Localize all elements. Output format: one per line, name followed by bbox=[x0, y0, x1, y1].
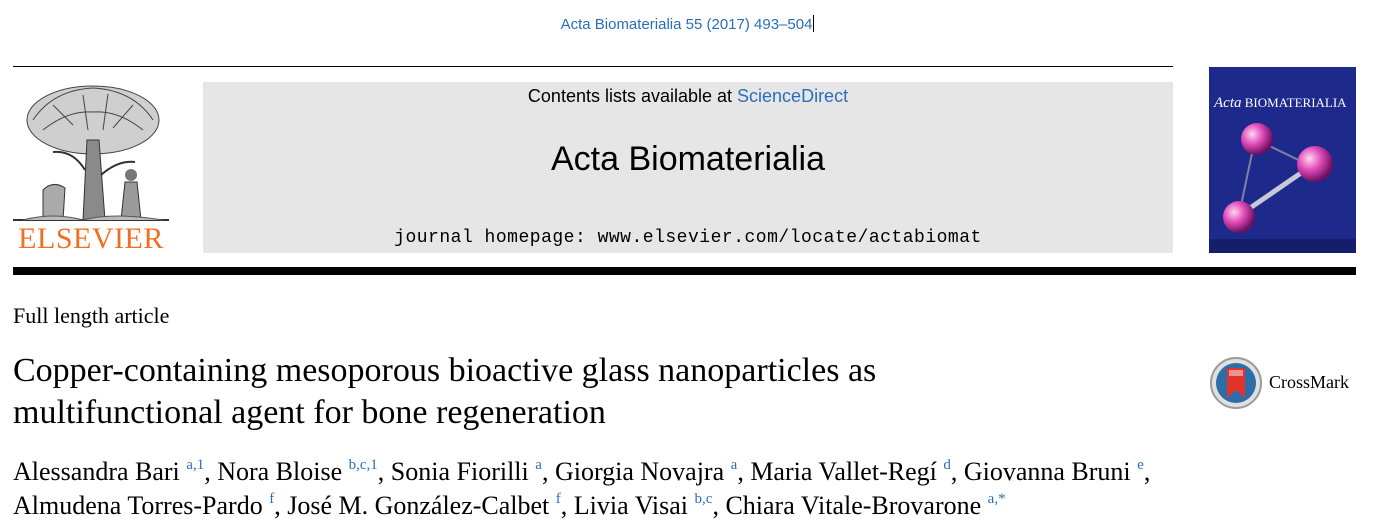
author-separator: , bbox=[377, 457, 391, 486]
author-name[interactable]: Almudena Torres-Pardo bbox=[13, 491, 263, 520]
author-list bbox=[13, 455, 1363, 523]
author-affiliation[interactable]: e bbox=[1137, 457, 1144, 473]
author-affiliation[interactable]: f bbox=[555, 491, 561, 507]
author-name[interactable]: Livia Visai bbox=[573, 491, 689, 520]
author-name[interactable]: Maria Vallet-Regí bbox=[750, 457, 937, 486]
crossmark-label: CrossMark bbox=[1269, 372, 1349, 392]
author-name[interactable]: Sonia Fiorilli bbox=[390, 457, 529, 486]
citation-text[interactable]: Acta Biomaterialia 55 (2017) 493–504 bbox=[560, 16, 813, 33]
author-separator: , bbox=[1143, 457, 1151, 486]
crossmark-badge[interactable] bbox=[1209, 356, 1359, 412]
author-separator: , bbox=[712, 491, 726, 520]
article-title bbox=[13, 350, 1163, 434]
header-top-rule bbox=[13, 66, 1173, 67]
author-separator: , bbox=[560, 491, 574, 520]
article-title-line-2: multifunctional agent for bone regeneration bbox=[13, 394, 606, 431]
author-separator: , bbox=[541, 457, 555, 486]
author-name[interactable]: Giorgia Novajra bbox=[554, 457, 725, 486]
author-name[interactable]: José M. González-Calbet bbox=[287, 491, 550, 520]
author-separator: , bbox=[204, 457, 218, 486]
author-separator: , bbox=[274, 491, 288, 520]
author-affiliation[interactable]: d bbox=[943, 457, 951, 473]
author-line-2 bbox=[13, 489, 1363, 523]
author-line-1 bbox=[13, 455, 1363, 489]
journal-title: Acta Biomaterialia bbox=[550, 140, 825, 178]
article-title-line-1: Copper-containing mesoporous bioactive glass nanoparticles as bbox=[13, 352, 877, 389]
journal-citation[interactable] bbox=[0, 15, 1375, 33]
header-bottom-rule bbox=[13, 267, 1356, 275]
author-name[interactable]: Nora Bloise bbox=[217, 457, 343, 486]
author-affiliation[interactable]: f bbox=[269, 491, 275, 507]
author-affiliation[interactable]: a bbox=[535, 457, 542, 473]
cover-artwork-icon bbox=[1209, 67, 1356, 253]
journal-cover[interactable] bbox=[1209, 67, 1356, 253]
author-separator: , bbox=[737, 457, 751, 486]
author-name[interactable]: Alessandra Bari bbox=[13, 457, 180, 486]
journal-banner bbox=[203, 82, 1173, 253]
contents-availability bbox=[203, 86, 1173, 107]
author-name[interactable]: Giovanna Bruni bbox=[963, 457, 1131, 486]
journal-homepage[interactable]: journal homepage: www.elsevier.com/locate/actabiomat bbox=[394, 228, 982, 248]
crossmark-icon bbox=[1209, 356, 1263, 410]
author-affiliation[interactable]: a,1 bbox=[186, 457, 205, 473]
sciencedirect-link[interactable]: ScienceDirect bbox=[737, 86, 849, 106]
author-affiliation[interactable]: b,c bbox=[694, 491, 713, 507]
author-affiliation[interactable]: a bbox=[730, 457, 738, 473]
article-type: Full length article bbox=[13, 303, 170, 328]
contents-prefix: Contents lists available at bbox=[527, 86, 738, 106]
cover-title-italic: Acta bbox=[1214, 95, 1242, 111]
elsevier-wordmark: ELSEVIER bbox=[18, 222, 164, 255]
author-name[interactable]: Chiara Vitale-Brovarone bbox=[725, 491, 982, 520]
text-cursor bbox=[813, 15, 814, 32]
author-affiliation[interactable]: b,c,1 bbox=[348, 457, 378, 473]
author-separator: , bbox=[950, 457, 964, 486]
cover-title-rest: BIOMATERIALIA bbox=[1244, 95, 1347, 110]
author-affiliation[interactable]: a,* bbox=[987, 491, 1006, 507]
